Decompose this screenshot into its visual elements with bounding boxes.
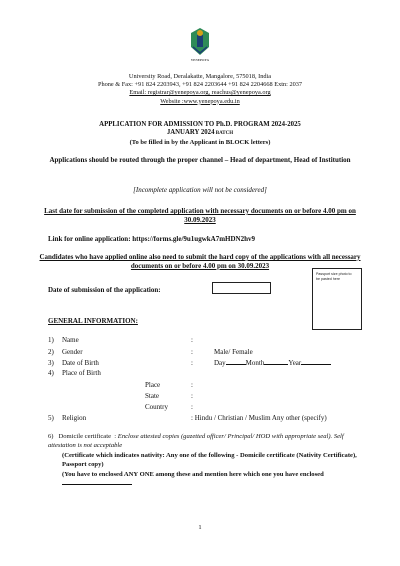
- domicile-colon: :: [114, 433, 117, 440]
- application-title: [40, 121, 360, 147]
- field-number: 6): [48, 433, 54, 440]
- university-name: YENEPOYA: [190, 58, 210, 62]
- email-line[interactable]: Email: registrar@yenepoya.org, reachus@yenepoya.org: [129, 89, 271, 97]
- online-link[interactable]: Link for online application: https://forms.gle/9u1ugwkA7mHDN2hv9: [48, 235, 255, 243]
- phone-line: Phone & Fax: +91 824 2203943, +91 824 2203644 +91 824 2204668 Extn: 2037: [97, 81, 303, 89]
- title-line: APPLICATION FOR ADMISSION TO Ph.D. PROGRAM 2024-2025: [99, 121, 301, 128]
- gender-colon: :: [191, 348, 193, 356]
- batch-line: JANUARY 2024 BATCH: [166, 129, 234, 137]
- incomplete-notice: [Incomplete application will not be considered]: [133, 186, 267, 194]
- place-label: Place: [145, 381, 161, 389]
- domicile-block: [48, 432, 358, 450]
- field-number: 1): [48, 336, 54, 344]
- domicile-note: Enclose attested copies (gazetted officer/ Principal/ HOD with appropriate seal). Self attestation is not acceptable: [48, 433, 344, 450]
- dob-fields[interactable]: [214, 359, 331, 367]
- address-block: [40, 73, 360, 106]
- address-line: University Road, Deralakatte, Mangalore, 575018, India: [128, 73, 272, 80]
- page-number: 1: [198, 524, 202, 531]
- state-colon: :: [191, 392, 193, 400]
- dob-day-label: Day: [214, 359, 226, 367]
- domicile-label: Domicile certificate: [58, 433, 111, 440]
- photo-instruction: Passport size photo to be pasted here: [316, 272, 352, 281]
- nativity-note: (Certificate which indicates nativity: Any one of the following - Domicile certificate (Nativity Certificate), Passport copy): [62, 452, 357, 469]
- state-label: State: [145, 392, 159, 400]
- dob-year-blank[interactable]: [301, 364, 331, 365]
- date-of-submission-label: Date of submission of the application:: [48, 286, 161, 294]
- enclose-text: (You have to enclosed ANY ONE among these and mention here which one you have enclosed: [62, 471, 324, 478]
- field-number: 5): [48, 414, 54, 422]
- university-emblem-icon: [185, 25, 215, 59]
- name-label: Name: [62, 336, 79, 344]
- date-of-submission-field[interactable]: [212, 282, 271, 294]
- place-colon: :: [191, 381, 193, 389]
- website-line[interactable]: Website :www.yenepoya.edu.in: [160, 97, 240, 105]
- religion-options[interactable]: : Hindu / Christian / Muslim Any other (specify): [191, 414, 327, 422]
- block-letters-note: (To be filled in by the Applicant in BLOCK letters): [129, 138, 271, 146]
- field-number: 2): [48, 348, 54, 356]
- field-number: 4): [48, 369, 54, 377]
- enclosed-document-blank[interactable]: [62, 484, 132, 485]
- country-label: Country: [145, 403, 168, 411]
- gender-options[interactable]: Male/ Female: [214, 348, 253, 356]
- enclose-note: [62, 470, 358, 488]
- religion-label: Religion: [62, 414, 87, 422]
- field-number: 3): [48, 359, 54, 367]
- dob-day-blank[interactable]: [226, 364, 246, 365]
- dob-month-label: Month: [245, 359, 265, 367]
- place-of-birth-label: Place of Birth: [62, 369, 101, 377]
- last-date-notice: Last date for submission of the completed application with necessary documents on or before 4.00 pm on 30.09.2023: [44, 207, 356, 224]
- dob-month-blank[interactable]: [264, 364, 288, 365]
- routing-notice: Applications should be routed through the proper channel – Head of department, Head of Institution: [49, 156, 351, 164]
- name-colon: :: [191, 336, 193, 344]
- dob-year-label: Year: [288, 359, 302, 367]
- country-colon: :: [191, 403, 193, 411]
- general-info-heading: GENERAL INFORMATION:: [48, 317, 138, 325]
- dob-label: Date of Birth: [62, 359, 99, 367]
- hard-copy-notice: Candidates who have applied online also need to submit the hard copy of the applications with all necessary documents on or before 4.00 pm on 30.09.2023: [39, 253, 361, 270]
- gender-label: Gender: [62, 348, 83, 356]
- dob-colon: :: [191, 359, 193, 367]
